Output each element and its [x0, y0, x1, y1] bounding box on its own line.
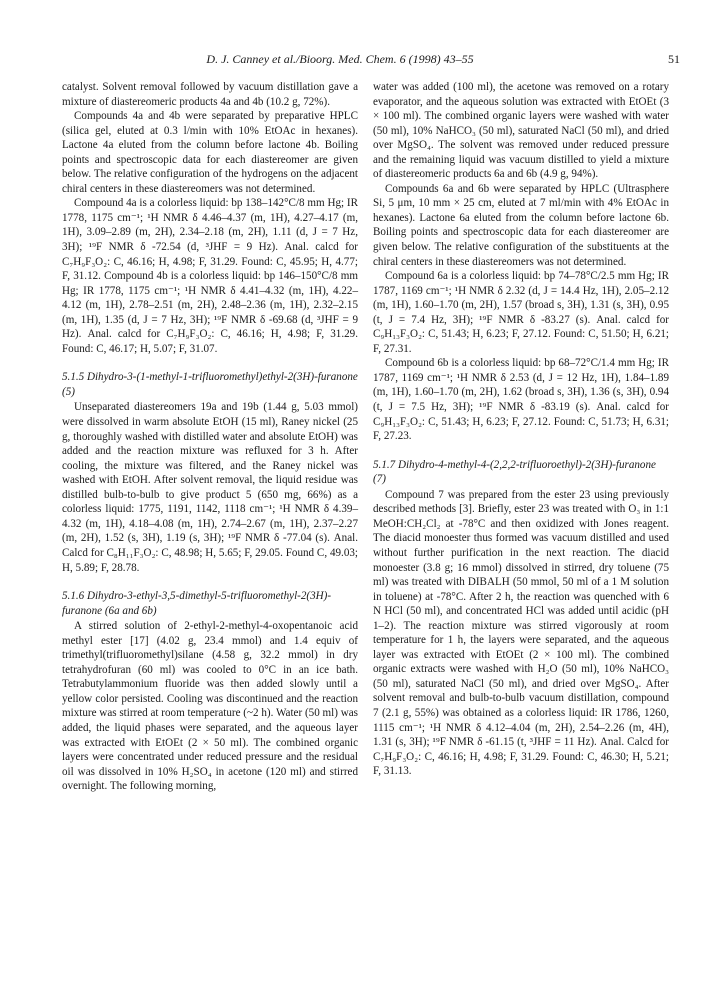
page-number: 51: [668, 52, 680, 66]
paragraph: Compounds 4a and 4b were separated by preparative HPLC (silica gel, eluted at 0.3 l/min with 10% EtOAc in hexanes). Lactone 4a eluted from the column before lactone 4b. Boiling points and spectroscopic data for each diastereomer are given below. The relative configuration of the hydrogens on the adjacent chiral centers in these diastereomers was not determined.: [62, 110, 358, 195]
paragraph: Unseparated diastereomers 19a and 19b (1.44 g, 5.03 mmol) were dissolved in warm absolute EtOH (15 ml), Raney nickel (25 g, thoroughly washed with distilled water and absolute EtOH) was added and the reaction mixture was refluxed for 3 h. After cooling, the mixture was filtered, and the Raney nickel was washed with EtOH. After solvent removal, the liquid residue was distilled bulb-to-bulb to give product 5 (650 mg, 66%) as a colorless liquid: 1775, 1191, 1142, 1118 cm⁻¹; ¹H NMR δ 4.39–4.32 (m, 1H), 4.18–4.08 (m, 1H), 2.74–2.67 (m, 1H), 2.37–2.27 (m, 2H), 1.52 (s, 3H), 1.19 (s, 3H); ¹⁹F NMR δ -77.04 (s). Anal. Calcd for C₈H₁₁F₃O₂: C, 48.98; H, 5.65; F, 29.05. Found C, 49.03; H, 5.89; F, 28.78.: [62, 401, 358, 574]
section-heading: 5.1.5 Dihydro-3-(1-methyl-1-trifluoromethyl)ethyl-2(3H)-furanone (5): [62, 371, 358, 398]
paragraph: Compound 6a is a colorless liquid: bp 74–78°C/2.5 mm Hg; IR 1787, 1169 cm⁻¹; ¹H NMR δ 2.32 (d, J = 14.4 Hz, 1H), 2.05–2.12 (m, 1H), 1.60–1.70 (m, 2H), 1.57 (broad s, 3H), 1.31 (s, 3H), 0.95 (t, J = 7.4 Hz, 3H); ¹⁹F NMR δ -83.27 (s). Anal. calcd for C₉H₁₃F₃O₂: C, 51.43; H, 6.23; F, 27.12. Found: C, 51.50; H, 6.21; F, 27.31.: [373, 270, 669, 355]
right-column: [373, 80, 669, 779]
paragraph: A stirred solution of 2-ethyl-2-methyl-4-oxopentanoic acid methyl ester [17] (4.02 g, 23.4 mmol) and 1.4 equiv of trimethyl(trifluoromethyl)silane (4.58 g, 32.2 mmol) in dry tetrahydrofuran (60 ml) was cooled to 0°C in an ice bath. Tetrabutylammonium fluoride was then added slowly until a yellow color persisted. Cooling was discontinued and the reaction mixture was stirred at room temperature (~2 h). Water (50 ml) was added, the liquid phases were separated, and the aqueous layer was extracted with EtOEt (2 × 50 ml). The combined organic layers were concentrated under reduced pressure and the residual oil was dissolved in 10% H₂SO₄ in acetone (120 ml) and stirred overnight. The following morning,: [62, 620, 358, 793]
section-heading: 5.1.7 Dihydro-4-methyl-4-(2,2,2-trifluoroethyl)-2(3H)-furanone (7): [373, 458, 656, 486]
paragraph: Compound 4a is a colorless liquid: bp 138–142°C/8 mm Hg; IR 1778, 1175 cm⁻¹; ¹H NMR δ 4.46–4.37 (m, 1H), 4.27–4.17 (m, 1H), 3.09–2.89 (m, 2H), 2.34–2.18 (m, 2H), 1.11 (d, J = 7 Hz, 3H); ¹⁹F NMR δ -72.54 (d, ³JHF = 9 Hz). Anal. calcd for C₇H₉F₃O₂: C, 46.16; H, 4.98; F, 31.29. Found: C, 45.95; H, 4.77; F, 31.12. Compound 4b is a colorless liquid: bp 146–150°C/8 mm Hg; IR 1778, 1175 cm⁻¹; ¹H NMR δ 4.41–4.32 (m, 1H), 4.22–4.12 (m, 1H), 2.78–2.51 (m, 2H), 2.48–2.36 (m, 1H), 2.32–2.15 (m, 1H), 1.35 (d, J = 7 Hz, 3H); ¹⁹F NMR δ -69.68 (d, ³JHF = 9 Hz). Anal. calcd for C₇H₉F₃O₂: C, 46.16; H, 4.98; F, 31.29. Found: C, 46.17; H, 5.07; F, 31.07.: [62, 197, 358, 355]
paragraph: Compound 6b is a colorless liquid: bp 68–72°C/1.4 mm Hg; IR 1787, 1169 cm⁻¹; ¹H NMR δ 2.53 (d, J = 12 Hz, 1H), 1.84–1.89 (m, 1H), 1.60–1.70 (m, 2H), 1.62 (broad s, 3H), 1.36 (s, 3H), 0.94 (t, J = 7.5 Hz, 3H); ¹⁹F NMR δ -83.19 (s). Anal. calcd for C₉H₁₃F₃O₂: C, 51.43; H, 6.23; F, 27.12. Found: C, 51.73; H, 6.31; F, 27.23.: [373, 357, 669, 443]
paragraph: Compound 7 was prepared from the ester 23 using previously described methods [3]. Briefly, ester 23 was treated with O₃ in 1:1 MeOH:CH₂Cl₂ at -78°C and then oxidized with Jones reagent. The diacid monoester thus formed was vacuum distilled and used without further purification in the next reaction. The diacid monoester (3.8 g; 16 mmol) dissolved in stirred, dry toluene (75 ml) was treated with DIBALH (50 mmol, 50 ml of a 1 M solution in toluene) at -78°C. After 2 h, the reaction was quenched with 6 N HCl (50 ml), and concentrated HCl was added until acidic (pH 1–2). The reaction mixture was stirred vigorously at room temperature for 1 h, the layers were separated, and the aqueous layer was extracted with EtOEt (2 × 100 ml). The combined organic extracts were washed with H₂O (50 ml), 10% NaHCO₃ (50 ml), saturated NaCl (50 ml), and dried over MgSO₄. After solvent removal and bulb-to-bulb vacuum distillation, compound 7 (2.1 g, 55%) was obtained as a colorless liquid: IR 1786, 1260, 1115 cm⁻¹; ¹H NMR δ 4.12–4.04 (m, 2H), 2.54–2.26 (m, 4H), 1.31 (s, 3H); ¹⁹F NMR δ -61.15 (t, ³JHF = 11 Hz). Anal. Calcd for C₇H₉F₃O₂: C, 46.16; H, 4.98; F, 31.29. Found: C, 46.30; H, 5.21; F, 31.13.: [373, 488, 669, 778]
paragraph: catalyst. Solvent removal followed by vacuum distillation gave a mixture of diastereomeric products 4a and 4b (10.2 g, 72%).: [62, 81, 358, 108]
left-column: [62, 80, 358, 794]
paragraph: Compounds 6a and 6b were separated by HPLC (Ultrasphere Si, 5 μm, 10 mm × 25 cm, eluted at 7 ml/min with 4% EtOAc in hexanes). Lactone 6a eluted from the column before lactone 6b. Boiling points and spectroscopic data for each diastereomer are given below. The relative configuration of the substituents at the chiral centers in these diastereomers was not determined.: [373, 182, 669, 268]
page-header: [70, 52, 680, 70]
running-head: D. J. Canney et al./Bioorg. Med. Chem. 6 (1998) 43–55: [206, 52, 474, 66]
paragraph: water was added (100 ml), the acetone was removed on a rotary evaporator, and the aqueous solution was extracted with EtOEt (3 × 100 ml). The combined organic layers were washed with water (50 ml), 10% NaHCO₃ (50 ml), saturated NaCl (50 ml), and dried over MgSO₄. The solvent was removed under reduced pressure and the remaining liquid was vacuum distilled to yield a mixture of diastereomeric products 6a and 6b (4.9 g, 94%).: [373, 81, 669, 181]
section-heading: 5.1.6 Dihydro-3-ethyl-3,5-dimethyl-5-trifluoromethyl-2(3H)-furanone (6a and 6b): [62, 590, 332, 617]
